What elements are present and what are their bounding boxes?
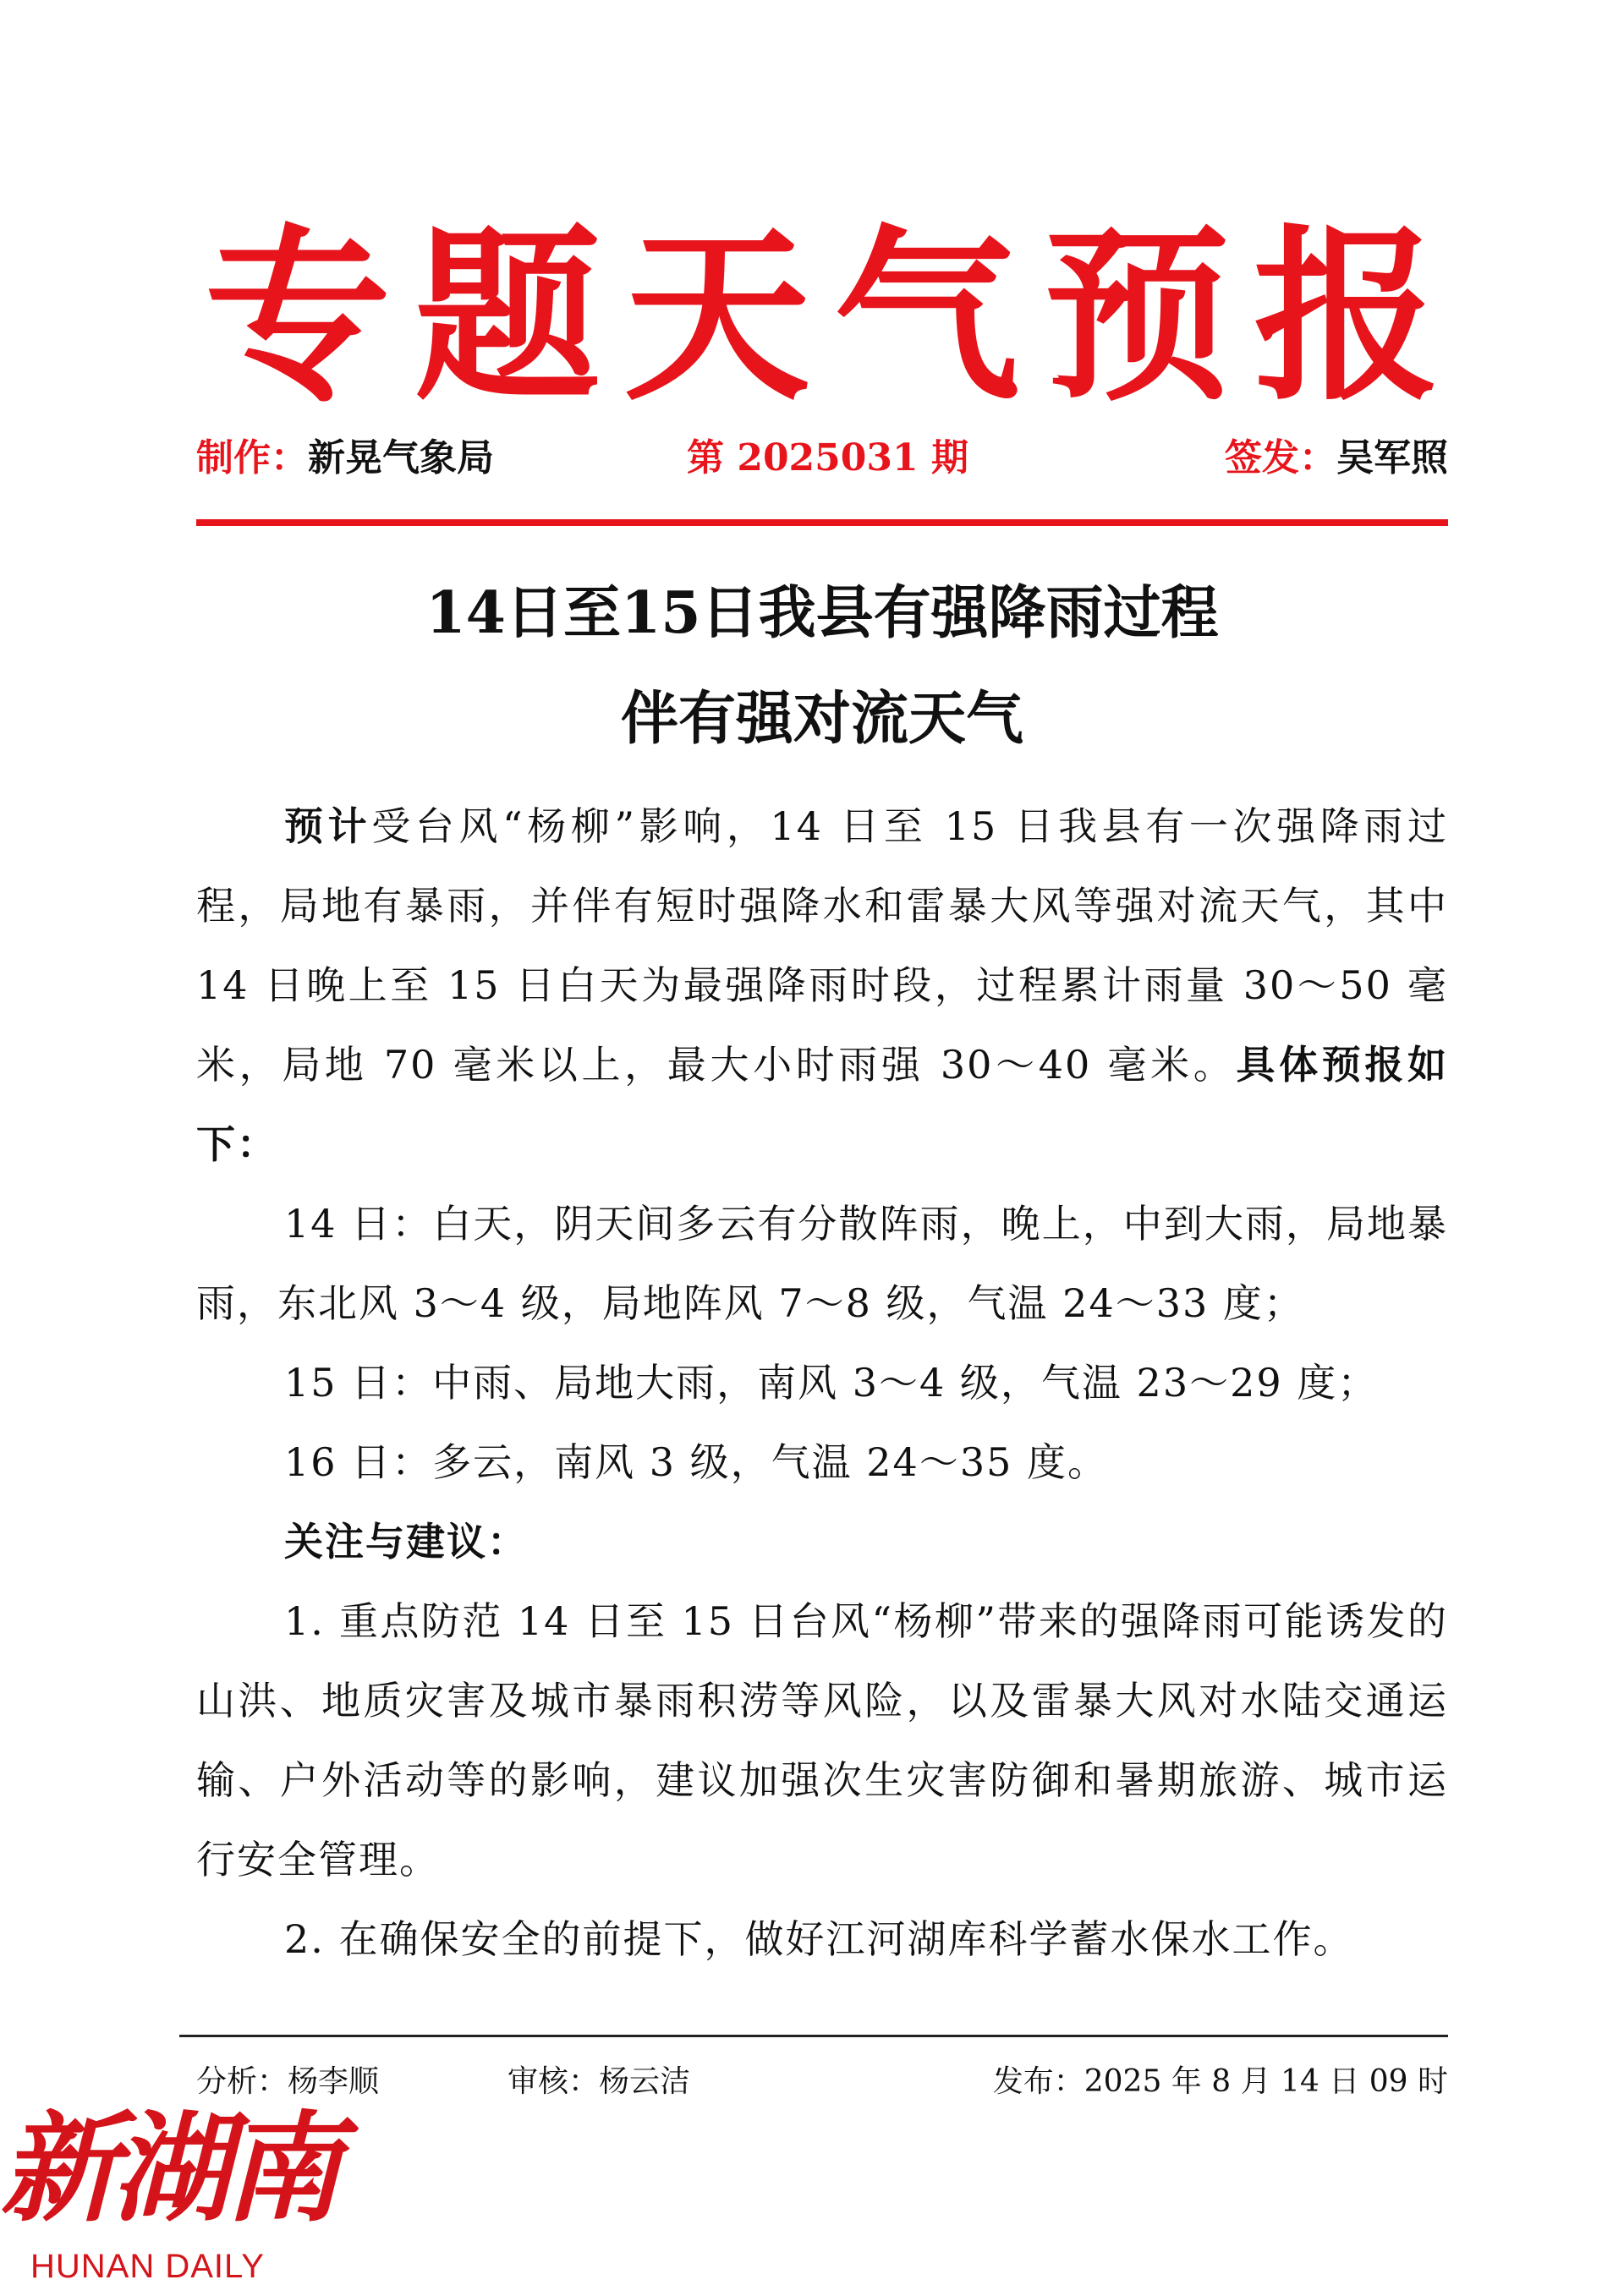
footer-review: 审核：杨云洁 — [508, 2064, 691, 2099]
issue-suffix: 期 — [930, 436, 968, 479]
footer-analysis: 分析：杨李顺 — [196, 2064, 380, 2099]
footer-divider — [179, 2035, 1448, 2037]
issue-prefix: 第 — [687, 436, 724, 479]
intro-text: 受台风“杨柳”影响，14 日至 15 日我县有一次强降雨过程，局地有暴雨，并伴有短时强降水和雷暴大风等强对流天气，其中 14 日晚上至 15 日白天为最强降雨时段，过程累计雨量 30～50 毫米，局地 70 毫米以上，最大小时雨强 30～40 毫米。 — [196, 803, 1448, 1088]
signer — [1225, 431, 1448, 485]
intro-lead: 预计 — [284, 803, 372, 849]
meta-row — [196, 431, 1448, 485]
title-char: 专 — [204, 209, 391, 425]
title-char: 天 — [623, 209, 810, 425]
signer-label: 签发： — [1225, 436, 1336, 479]
title-char: 报 — [1253, 209, 1440, 425]
headline-line2: 伴有强对流天气 — [620, 685, 1023, 753]
forecast-day-16: 16 日：多云，南风 3 级，气温 24～35 度。 — [284, 1439, 1108, 1485]
producer — [196, 431, 494, 485]
forecast-day-14: 14 日：白天，阴天间多云有分散阵雨，晚上，中到大雨，局地暴雨，东北风 3～4 级，局地阵风 7～8 级，气温 24～33 度； — [196, 1201, 1448, 1326]
issue-number — [687, 431, 968, 485]
intro-paragraph — [196, 786, 1448, 1184]
headline-line1: 14日至15日我县有强降雨过程 — [425, 579, 1219, 647]
red-divider — [196, 519, 1448, 526]
watermark-logo-cn: 新湖南 — [0, 2100, 336, 2238]
title-char: 预 — [1043, 209, 1230, 425]
footer-publish: 发布：2025 年 8 月 14 日 09 时 — [992, 2064, 1448, 2099]
title-char: 气 — [833, 209, 1020, 425]
advice-item-2: 2. 在确保安全的前提下，做好江河湖库科学蓄水保水工作。 — [284, 1916, 1354, 1962]
producer-label: 制作： — [196, 436, 308, 479]
masthead-title — [196, 211, 1448, 423]
title-char: 题 — [414, 209, 601, 425]
forecast-day-15: 15 日：中雨、局地大雨，南风 3～4 级，气温 23～29 度； — [284, 1360, 1379, 1406]
watermark-logo-en: HUNAN DAILY — [30, 2248, 265, 2285]
producer-name: 新晃气象局 — [308, 436, 494, 479]
intro-tail: 具体预报如下： — [196, 1042, 1448, 1167]
signer-name: 吴军照 — [1336, 436, 1448, 479]
issue-value: 2025031 — [737, 436, 919, 479]
advice-heading: 关注与建议： — [284, 1519, 528, 1564]
forecast-body — [196, 786, 1448, 1979]
advice-item-1: 1. 重点防范 14 日至 15 日台风“杨柳”带来的强降雨可能诱发的山洪、地质灾害及城市暴雨积涝等风险，以及雷暴大风对水陆交通运输、户外活动等的影响，建议加强次生灾害防御和暑期旅游、城市运行安全管理。 — [196, 1598, 1448, 1882]
